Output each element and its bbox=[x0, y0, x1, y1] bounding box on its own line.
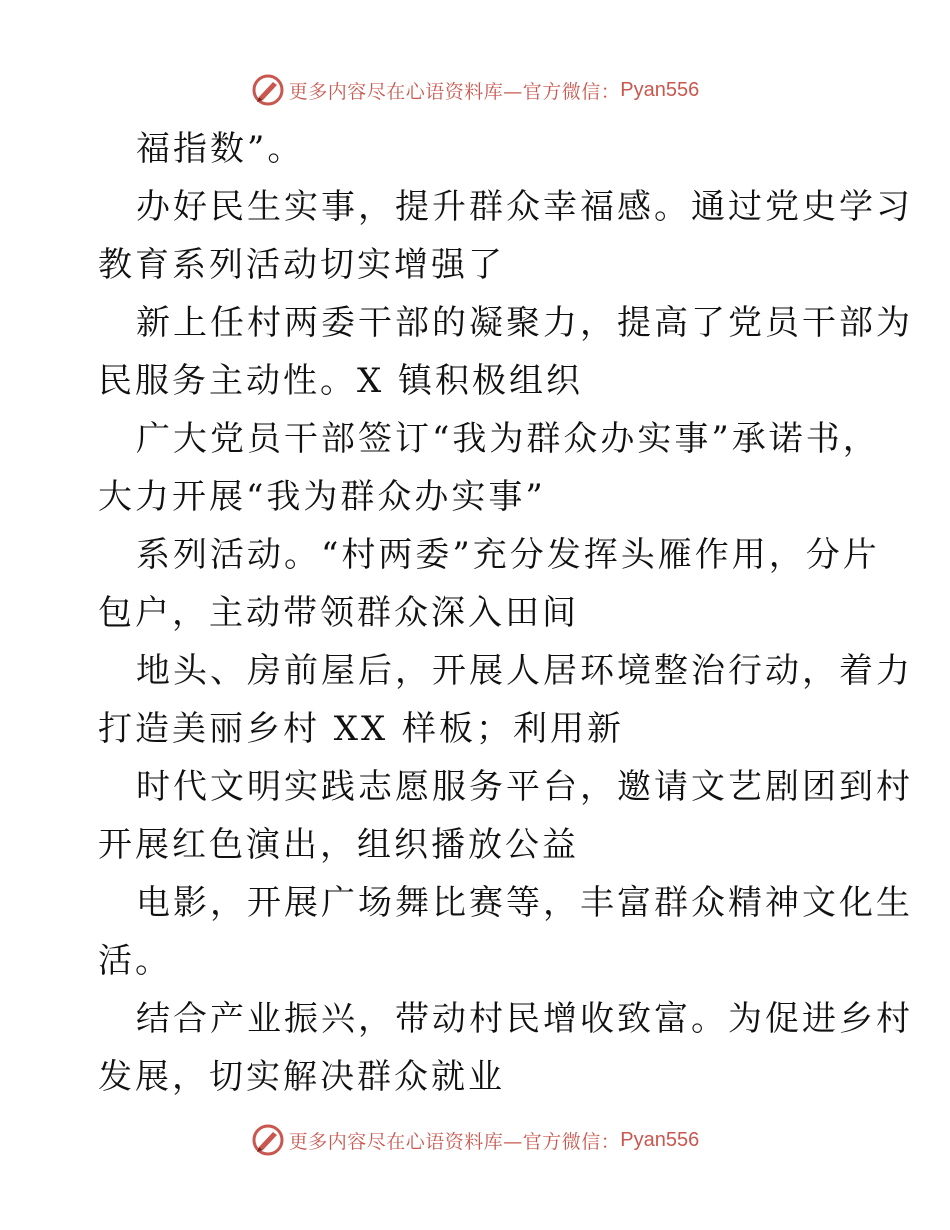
text-line: 新上任村两委干部的凝聚力，提高了党员干部为 bbox=[136, 303, 913, 343]
text-line: 发展，切实解决群众就业 bbox=[98, 1057, 505, 1097]
text-line: 广大党员干部签订“我为群众办实事”承诺书， bbox=[136, 419, 880, 459]
text-line: 开展红色演出，组织播放公益 bbox=[98, 825, 579, 865]
document-body bbox=[98, 120, 913, 1106]
pen-circle-logo-icon bbox=[251, 1123, 285, 1157]
text-line: 大力开展“我为群众办实事” bbox=[98, 477, 546, 517]
text-line: 结合产业振兴，带动村民增收致富。为促进乡村 bbox=[136, 999, 913, 1039]
text-line: 办好民生实事，提升群众幸福感。通过党史学习 bbox=[136, 187, 913, 227]
text-line: 福指数”。 bbox=[136, 129, 305, 169]
footer-watermark bbox=[0, 1120, 950, 1160]
text-line: 打造美丽乡村 XX 样板；利用新 bbox=[98, 709, 625, 749]
text-line: 包户，主动带领群众深入田间 bbox=[98, 593, 579, 633]
text-line: 活。 bbox=[98, 941, 172, 981]
text-line: 系列活动。“村两委”充分发挥头雁作用，分片 bbox=[136, 535, 880, 575]
header-watermark bbox=[0, 70, 950, 110]
text-line: 时代文明实践志愿服务平台，邀请文艺剧团到村 bbox=[136, 767, 913, 807]
text-line: 地头、房前屋后，开展人居环境整治行动，着力 bbox=[136, 651, 913, 691]
watermark-account: Pyan556 bbox=[620, 1128, 700, 1151]
text-line: 电影，开展广场舞比赛等，丰富群众精神文化生 bbox=[136, 883, 913, 923]
watermark-label: 更多内容尽在心语资料库—官方微信： bbox=[288, 1130, 621, 1153]
text-line: 教育系列活动切实增强了 bbox=[98, 245, 505, 285]
text-line: 民服务主动性。X 镇积极组织 bbox=[98, 361, 584, 401]
watermark-label: 更多内容尽在心语资料库—官方微信： bbox=[288, 80, 621, 103]
watermark-account: Pyan556 bbox=[620, 78, 700, 101]
pen-circle-logo-icon bbox=[251, 73, 285, 107]
